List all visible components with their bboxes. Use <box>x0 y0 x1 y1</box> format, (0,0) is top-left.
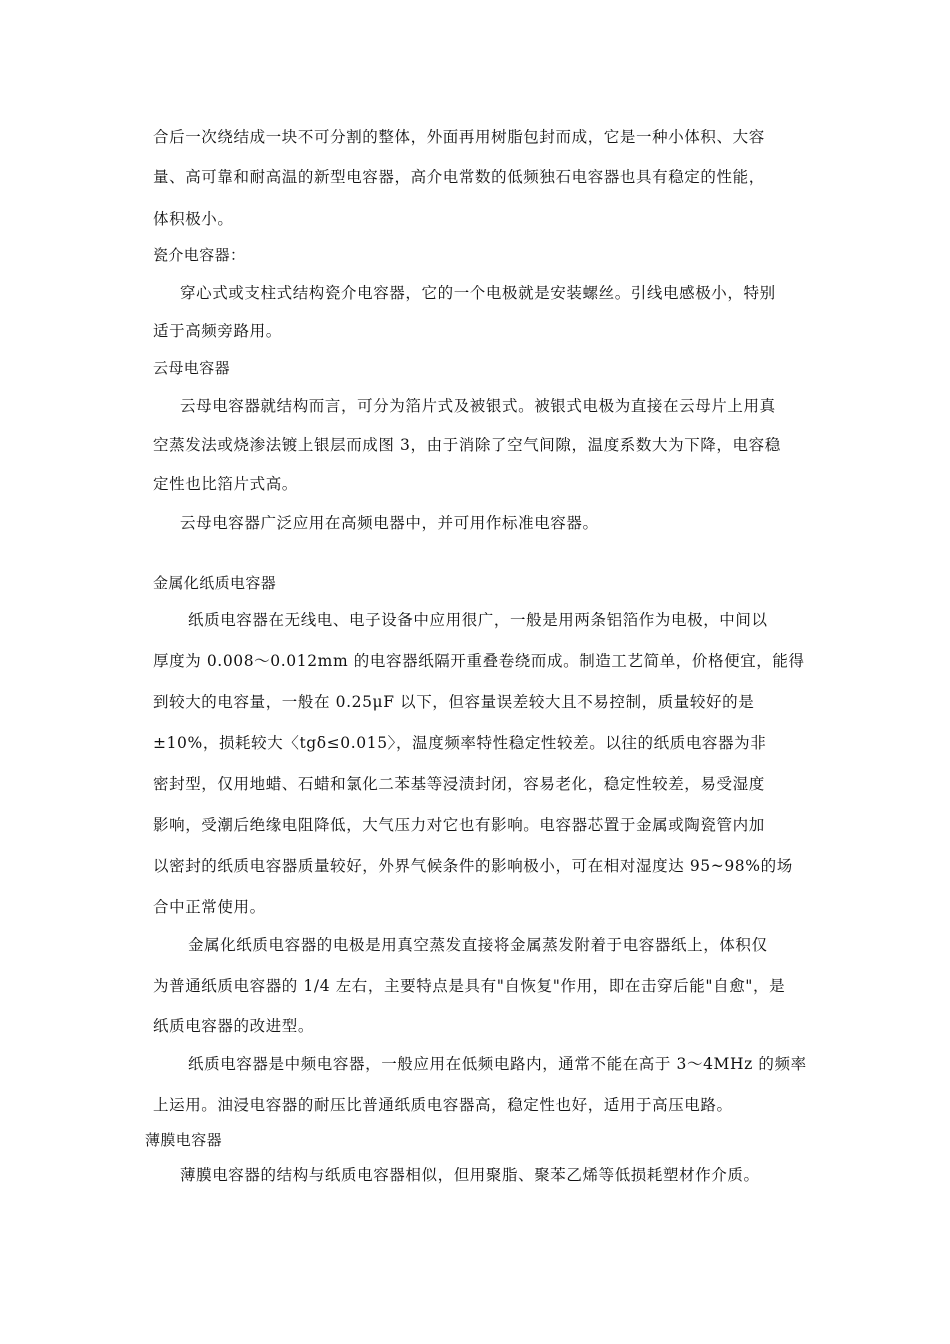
mica-line-4: 云母电容器广泛应用在高频电器中，并可用作标准电容器。 <box>180 514 599 532</box>
paper-line-13: 上运用。油浸电容器的耐压比普通纸质电容器高，稳定性也好，适用于高压电路。 <box>153 1096 733 1114</box>
film-line-1: 薄膜电容器的结构与纸质电容器相似，但用聚脂、聚苯乙烯等低损耗塑材作介质。 <box>180 1166 760 1184</box>
paper-line-10: 为普通纸质电容器的 1/4 左右，主要特点是具有"自恢复"作用，即在击穿后能"自愈"，是 <box>153 977 786 995</box>
mica-line-3: 定性也比箔片式高。 <box>153 475 298 493</box>
paper-line-4: ±10%，损耗较大〈tgδ≤0.015〉，温度频率特性稳定性较差。以往的纸质电容器为非 <box>153 734 767 752</box>
paper-line-12: 纸质电容器是中频电容器，一般应用在低频电路内，通常不能在高于 3～4MHz 的频率 <box>188 1055 807 1073</box>
paper-line-11: 纸质电容器的改进型。 <box>153 1017 315 1035</box>
mica-line-2: 空蒸发法或烧渗法镀上银层而成图 3，由于消除了空气间隙，温度系数大为下降，电容稳 <box>153 436 781 454</box>
ceramic-line-2: 适于高频旁路用。 <box>153 322 282 340</box>
paper-line-2: 厚度为 0.008～0.012mm 的电容器纸隔开重叠卷绕而成。制造工艺简单，价格便宜，能得 <box>153 652 805 670</box>
paper-line-5: 密封型，仅用地蜡、石蜡和氯化二苯基等浸渍封闭，容易老化，稳定性较差，易受湿度 <box>153 775 765 793</box>
ceramic-line-1: 穿心式或支柱式结构瓷介电容器，它的一个电极就是安装螺丝。引线电感极小，特别 <box>180 284 776 302</box>
paper-line-3: 到较大的电容量，一般在 0.25μF 以下，但容量误差较大且不易控制，质量较好的是 <box>153 693 755 711</box>
intro-line-1: 合后一次绕结成一块不可分割的整体，外面再用树脂包封而成，它是一种小体积、大容 <box>153 128 765 146</box>
paper-line-1: 纸质电容器在无线电、电子设备中应用很广，一般是用两条铝箔作为电极，中间以 <box>188 611 768 629</box>
intro-line-2: 量、高可靠和耐高温的新型电容器，高介电常数的低频独石电容器也具有稳定的性能， <box>153 168 765 186</box>
paper-line-8: 合中正常使用。 <box>153 898 266 916</box>
paper-line-6: 影响，受潮后绝缘电阻降低，大气压力对它也有影响。电容器芯置于金属或陶瓷管内加 <box>153 816 765 834</box>
heading-metallized-paper-capacitor: 金属化纸质电容器 <box>153 574 277 592</box>
paper-line-9: 金属化纸质电容器的电极是用真空蒸发直接将金属蒸发附着于电容器纸上，体积仅 <box>188 936 768 954</box>
intro-line-3: 体积极小。 <box>153 210 234 228</box>
heading-mica-capacitor: 云母电容器 <box>153 359 231 377</box>
heading-ceramic-capacitor: 瓷介电容器： <box>153 246 246 264</box>
heading-film-capacitor: 薄膜电容器 <box>145 1131 223 1149</box>
mica-line-1: 云母电容器就结构而言，可分为箔片式及被银式。被银式电极为直接在云母片上用真 <box>180 397 776 415</box>
paper-line-7: 以密封的纸质电容器质量较好，外界气候条件的影响极小，可在相对湿度达 95~98%的场 <box>153 857 793 875</box>
